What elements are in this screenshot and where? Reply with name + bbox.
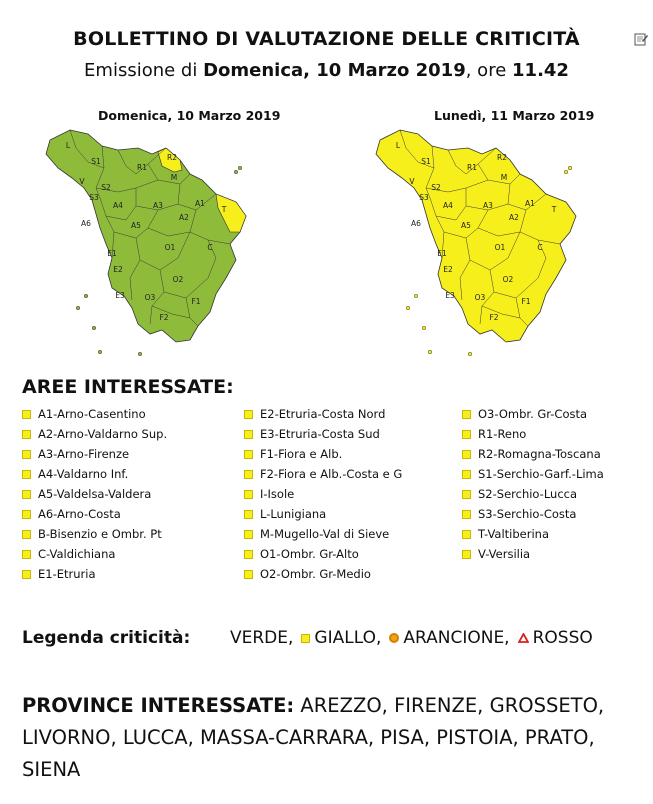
areas-column-1 [22,404,167,584]
tuscany-map-monday[interactable] [370,128,585,358]
bulletin-title: BOLLETTINO DI VALUTAZIONE DELLE CRITICITÀ [73,28,580,50]
zone-label-v: V [409,177,415,186]
area-item [462,424,604,444]
area-item [244,504,402,524]
area-label: O3-Ombr. Gr-Costa [478,407,588,421]
yellow-square-icon [22,530,31,539]
island [92,326,96,330]
island [234,170,238,174]
area-item [462,464,604,484]
zone-label-a1: A1 [195,199,205,208]
island [568,166,572,170]
island [84,294,88,298]
area-item [22,524,167,544]
yellow-square-icon [462,510,471,519]
island [468,352,472,356]
map-date-monday: Lunedì, 11 Marzo 2019 [434,108,595,123]
area-item [244,464,402,484]
provinces-label: PROVINCE INTERESSATE: [22,694,295,717]
zone-label-e2: E2 [443,265,453,274]
zone-label-m: M [170,173,178,182]
zone-label-f1: F1 [521,297,531,306]
area-label: E2-Etruria-Costa Nord [260,407,386,421]
yellow-square-icon [22,450,31,459]
area-label: E3-Etruria-Costa Sud [260,427,380,441]
area-item [22,504,167,524]
zone-label-f2: F2 [159,313,169,322]
island [76,306,80,310]
tuscany-map-sunday[interactable] [40,128,255,358]
areas-column-3 [462,404,604,564]
areas-column-2 [244,404,402,584]
zone-label-a4: A4 [113,201,123,210]
yellow-square-icon [462,530,471,539]
zone-label-a6: A6 [411,219,421,228]
area-item [244,564,402,584]
yellow-square-icon [22,490,31,499]
area-label: S1-Serchio-Garf.-Lima [478,467,604,481]
legend-giallo: GIALLO, [314,628,382,648]
area-label: V-Versilia [478,547,531,561]
areas-heading: AREE INTERESSATE: [22,376,234,398]
yellow-square-icon [244,490,253,499]
zone-label-o2: O2 [502,275,514,284]
zone-label-r1: R1 [137,163,147,172]
yellow-square-icon [462,550,471,559]
yellow-square-icon [22,430,31,439]
zone-label-o1: O1 [494,243,506,252]
area-item [244,444,402,464]
zone-label-a5: A5 [131,221,141,230]
zone-label-a1: A1 [525,199,535,208]
zone-label-o2: O2 [172,275,184,284]
zone-label-s2: S2 [431,183,441,192]
area-label: A5-Valdelsa-Valdera [38,487,152,501]
red-triangle-icon [518,633,529,643]
zone-label-c: C [537,243,543,252]
yellow-square-icon [244,510,253,519]
yellow-square-icon [244,470,253,479]
area-item [462,544,604,564]
emission-prefix: Emissione di [84,60,198,81]
yellow-square-icon [462,430,471,439]
zone-label-a2: A2 [509,213,519,222]
area-label: L-Lunigiana [260,507,327,521]
zone-label-v: V [79,177,85,186]
area-item [22,484,167,504]
zone-label-a6: A6 [81,219,91,228]
zone-label-o1: O1 [164,243,176,252]
zone-label-s3: S3 [419,193,429,202]
yellow-square-icon [244,450,253,459]
island [238,166,242,170]
area-label: B-Bisenzio e Ombr. Pt [38,527,162,541]
print-icon[interactable] [634,32,648,46]
orange-circle-icon [389,633,399,643]
yellow-square-icon [462,450,471,459]
area-label: T-Valtiberina [478,527,549,541]
area-label: R2-Romagna-Toscana [478,447,601,461]
area-item [462,504,604,524]
area-item [22,544,167,564]
area-item [244,544,402,564]
area-label: F2-Fiora e Alb.-Costa e G [260,467,403,481]
area-item [462,484,604,504]
zone-label-f1: F1 [191,297,201,306]
zone-label-o3: O3 [474,293,486,302]
zone-label-c: C [207,243,213,252]
area-label: O2-Ombr. Gr-Medio [260,567,371,581]
zone-label-a5: A5 [461,221,471,230]
area-label: A6-Arno-Costa [38,507,121,521]
zone-label-s3: S3 [89,193,99,202]
island [422,326,426,330]
zone-label-s1: S1 [91,157,101,166]
region-outline [46,130,246,342]
yellow-square-icon [462,490,471,499]
zone-label-l: L [65,141,71,150]
area-label: O1-Ombr. Gr-Alto [260,547,359,561]
legend-rosso: ROSSO [532,628,593,648]
yellow-square-icon [301,634,310,643]
area-label: A1-Arno-Casentino [38,407,146,421]
zone-label-r1: R1 [467,163,477,172]
island [138,352,142,356]
region-outline [376,130,576,342]
yellow-square-icon [22,550,31,559]
zone-label-e2: E2 [113,265,123,274]
yellow-square-icon [244,570,253,579]
area-item [244,404,402,424]
emission-time: 11.42 [512,60,569,81]
yellow-square-icon [22,510,31,519]
zone-label-e3: E3 [115,291,125,300]
area-label: M-Mugello-Val di Sieve [260,527,390,541]
area-label: S3-Serchio-Costa [478,507,577,521]
area-label: C-Valdichiana [38,547,116,561]
island [98,350,102,354]
zone-label-r2: R2 [167,153,177,162]
zone-label-t: T [221,205,227,214]
island [428,350,432,354]
yellow-square-icon [22,470,31,479]
area-item [244,424,402,444]
zone-label-e3: E3 [445,291,455,300]
zone-label-m: M [500,173,508,182]
yellow-square-icon [244,530,253,539]
zone-label-a3: A3 [483,201,493,210]
island [564,170,568,174]
legend-label: Legenda criticità: [22,628,191,648]
zone-label-t: T [551,205,557,214]
area-item [22,564,167,584]
zone-label-r2: R2 [497,153,507,162]
zone-label-a2: A2 [179,213,189,222]
area-label: R1-Reno [478,427,527,441]
zone-label-l: L [395,141,401,150]
zone-label-s2: S2 [101,183,111,192]
zone-label-e1: E1 [107,249,117,258]
zone-label-a3: A3 [153,201,163,210]
zone-label-o3: O3 [144,293,156,302]
area-label: A4-Valdarno Inf. [38,467,129,481]
area-label: E1-Etruria [38,567,96,581]
island [406,306,410,310]
legend-verde: VERDE, [230,628,294,648]
area-item [22,404,167,424]
yellow-square-icon [22,570,31,579]
yellow-square-icon [22,410,31,419]
emission-line [0,60,653,81]
legend-arancione: ARANCIONE, [403,628,510,648]
provinces [22,690,632,786]
area-item [462,404,604,424]
map-date-sunday: Domenica, 10 Marzo 2019 [98,108,281,123]
area-label: I-Isole [260,487,295,501]
yellow-square-icon [462,470,471,479]
area-label: S2-Serchio-Lucca [478,487,578,501]
zone-label-e1: E1 [437,249,447,258]
provinces-list: AREZZO, FIRENZE, GROSSETO, LIVORNO, LUCCA, MASSA-CARRARA, PISA, PISTOIA, PRATO, SIENA [22,694,605,781]
area-label: A3-Arno-Firenze [38,447,130,461]
area-item [22,424,167,444]
zone-label-f2: F2 [489,313,499,322]
legend [22,628,593,648]
zone-label-a4: A4 [443,201,453,210]
yellow-square-icon [244,430,253,439]
area-item [244,484,402,504]
area-label: F1-Fiora e Alb. [260,447,343,461]
zone-label-s1: S1 [421,157,431,166]
area-item [22,464,167,484]
emission-date: Domenica, 10 Marzo 2019 [203,60,466,81]
area-item [22,444,167,464]
area-item [462,524,604,544]
yellow-square-icon [244,550,253,559]
yellow-square-icon [244,410,253,419]
area-label: A2-Arno-Valdarno Sup. [38,427,168,441]
area-item [244,524,402,544]
emission-separator: , ore [465,60,507,81]
yellow-square-icon [462,410,471,419]
area-item [462,444,604,464]
island [414,294,418,298]
